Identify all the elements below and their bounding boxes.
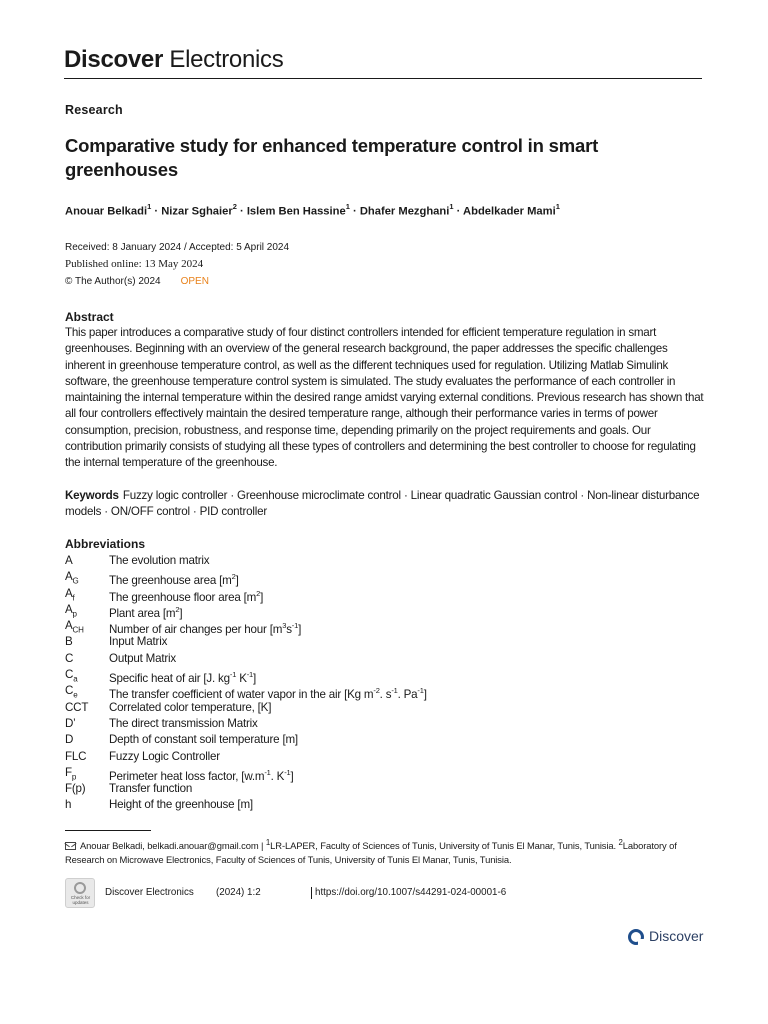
symbol-subscript: p bbox=[72, 609, 77, 619]
definition-text: Output Matrix bbox=[109, 651, 176, 665]
abbreviation-definition bbox=[109, 797, 253, 813]
definition-superscript: -1 bbox=[291, 621, 299, 631]
abbreviation-row bbox=[65, 797, 685, 813]
journal-title[interactable] bbox=[64, 46, 283, 74]
symbol-main: CCT bbox=[65, 700, 89, 714]
abbreviation-symbol bbox=[65, 781, 85, 797]
definition-text: Perimeter heat loss factor, [w.m bbox=[109, 769, 265, 783]
symbol-subscript: f bbox=[72, 592, 75, 602]
open-access-badge[interactable]: OPEN bbox=[180, 276, 209, 287]
definition-superscript: 2 bbox=[231, 572, 236, 582]
symbol-main: C bbox=[65, 651, 74, 665]
definition-text: ] bbox=[290, 769, 294, 783]
definition-text: Number of air changes per hour [m bbox=[109, 623, 283, 637]
affiliation-marker: 1 bbox=[147, 202, 152, 211]
definition-text: Specific heat of air [J. kg bbox=[109, 671, 230, 685]
definition-superscript: -1 bbox=[417, 686, 424, 696]
abbreviation-row bbox=[65, 651, 685, 667]
keywords-label: Keywords bbox=[65, 489, 119, 502]
definition-text: The direct transmission Matrix bbox=[109, 716, 258, 730]
journal-header bbox=[64, 44, 702, 79]
abbreviation-row bbox=[65, 553, 685, 569]
affiliation-marker: 1 bbox=[555, 202, 560, 211]
abbreviation-row bbox=[65, 683, 685, 702]
symbol-main: C bbox=[65, 684, 74, 698]
definition-text: Plant area [m bbox=[109, 606, 176, 620]
abbreviations-heading: Abbreviations bbox=[65, 537, 146, 551]
published-date: Published online: 13 May 2024 bbox=[65, 258, 204, 270]
article-title: Comparative study for enhanced temperature control in smart greenhouses bbox=[65, 135, 599, 180]
definition-text: . s bbox=[379, 688, 392, 702]
footer-citation: (2024) 1:2 bbox=[216, 887, 261, 898]
definition-text: K bbox=[236, 671, 247, 685]
article-type: Research bbox=[65, 103, 123, 117]
affiliation-footnote bbox=[65, 836, 705, 866]
symbol-main: B bbox=[65, 635, 73, 649]
definition-text: . K bbox=[270, 769, 285, 783]
abbreviation-row bbox=[65, 749, 685, 765]
keywords-text: Fuzzy logic controller · Greenhouse microclimate control · Linear quadratic Gaussian control · Non-linear disturbance models · ON/OFF control · PID controller bbox=[65, 489, 700, 519]
symbol-main: FLC bbox=[65, 749, 87, 763]
definition-text: The greenhouse floor area [m bbox=[109, 590, 257, 604]
symbol-main: A bbox=[65, 602, 73, 616]
definition-text: The transfer coefficient of water vapor in the air [Kg m bbox=[109, 688, 374, 702]
author-list: Anouar Belkadi$^1$ · Nizar Sghaier$^2$ · Islem Ben Hassine$^1$ · Dhafer Mezghani$^1$ · Abdelkader Mami$^1$ bbox=[65, 202, 560, 218]
check-for-updates-label: Check for updates bbox=[70, 895, 91, 905]
abbreviation-symbol bbox=[65, 797, 71, 813]
doi-link[interactable]: https://doi.org/10.1007/s44291-024-00001-6 bbox=[315, 887, 507, 898]
abbreviation-row bbox=[65, 765, 685, 781]
journal-title-rest: Electronics bbox=[169, 46, 284, 73]
received-accepted-dates: Received: 8 January 2024 / Accepted: 5 April 2024 bbox=[65, 242, 290, 253]
affiliation-1: LR-LAPER, Faculty of Sciences of Tunis, University of Tunis El Manar, Tunis, bbox=[270, 840, 582, 852]
definition-superscript: -2 bbox=[373, 686, 380, 696]
symbol-subscript: a bbox=[73, 674, 78, 684]
symbol-main: C bbox=[65, 668, 74, 682]
affiliation-marker: 1 bbox=[265, 838, 271, 847]
definition-superscript: 3 bbox=[282, 621, 287, 631]
symbol-subscript: p bbox=[71, 772, 77, 782]
definition-text: Depth of constant soil temperature [m] bbox=[109, 733, 298, 747]
definition-superscript: 2 bbox=[256, 588, 261, 598]
definition-text: ] bbox=[423, 688, 427, 702]
abstract-heading: Abstract bbox=[65, 310, 114, 324]
corresponding-email[interactable]: Anouar Belkadi, belkadi.anouar@gmail.com | bbox=[80, 840, 264, 852]
symbol-main: A bbox=[65, 586, 73, 600]
affiliation-2: Laboratory of Research on Microwave Electronics, Faculty of Sciences of Tunis, University of Tunis El Manar, Tunis, Tunisia. bbox=[65, 840, 677, 865]
abbreviation-row bbox=[65, 781, 685, 797]
copyright-text: © The Author(s) 2024 bbox=[65, 276, 161, 287]
symbol-main: D’ bbox=[65, 716, 76, 730]
symbol-main: A bbox=[65, 570, 73, 584]
abbreviation-definition bbox=[109, 781, 192, 797]
definition-text: ] bbox=[179, 606, 183, 620]
abbreviation-definition bbox=[109, 700, 271, 716]
definition-text: The evolution matrix bbox=[109, 554, 210, 567]
abbreviation-symbol bbox=[65, 732, 73, 748]
definition-text: Fuzzy Logic Controller bbox=[109, 749, 220, 763]
discover-logo-icon bbox=[628, 929, 644, 945]
abbreviation-row bbox=[65, 667, 685, 683]
affiliation-marker: 1 bbox=[345, 202, 350, 211]
check-ring-icon bbox=[74, 882, 86, 894]
abbreviation-symbol bbox=[65, 700, 88, 716]
definition-superscript: -1 bbox=[229, 670, 237, 680]
affiliation-marker: 2 bbox=[232, 202, 237, 211]
article-dates bbox=[65, 239, 289, 290]
definition-text: ] bbox=[260, 590, 264, 604]
abbreviation-definition bbox=[109, 732, 298, 748]
abbreviation-symbol bbox=[65, 634, 73, 650]
abbreviation-symbol bbox=[65, 749, 86, 765]
abbreviation-row bbox=[65, 634, 685, 650]
symbol-subscript: CH bbox=[72, 625, 84, 635]
author-name[interactable]: Dhafer Mezghani bbox=[359, 205, 450, 218]
definition-text: ] bbox=[298, 623, 302, 637]
author-name[interactable]: Anouar Belkadi bbox=[65, 205, 148, 218]
symbol-subscript: e bbox=[73, 690, 78, 700]
discover-logo-text: Discover bbox=[649, 928, 704, 944]
author-name[interactable]: Abdelkader Mami bbox=[463, 205, 556, 218]
author-name[interactable]: Islem Ben Hassine bbox=[246, 205, 346, 218]
abbreviation-row bbox=[65, 602, 685, 618]
abbreviation-symbol bbox=[65, 553, 73, 569]
abbreviation-definition bbox=[109, 651, 176, 667]
abbreviation-row bbox=[65, 569, 685, 588]
abbreviation-symbol bbox=[65, 716, 76, 732]
abbreviation-row bbox=[65, 586, 685, 602]
symbol-subscript: G bbox=[72, 576, 79, 586]
journal-title-bold: Discover bbox=[64, 46, 163, 73]
abbreviations-list bbox=[65, 553, 685, 814]
definition-text: Correlated color temperature, [K] bbox=[109, 700, 272, 714]
affiliation-marker: 2 bbox=[618, 838, 623, 847]
footer-separator bbox=[311, 887, 312, 899]
definition-superscript: 2 bbox=[175, 604, 180, 614]
symbol-main: F bbox=[65, 765, 72, 779]
definition-text: Transfer function bbox=[109, 782, 193, 796]
affiliation-1-country: Tunisia. bbox=[584, 840, 616, 852]
abbreviation-row bbox=[65, 716, 685, 732]
definition-text: ] bbox=[253, 671, 257, 685]
mail-icon[interactable] bbox=[65, 842, 76, 850]
footer-journal: Discover Electronics bbox=[105, 887, 194, 898]
abbreviation-definition bbox=[109, 553, 209, 569]
abbreviation-row bbox=[65, 732, 685, 748]
check-for-updates-icon[interactable] bbox=[65, 878, 95, 908]
author-name[interactable]: Nizar Sghaier bbox=[161, 205, 233, 218]
abbreviation-definition bbox=[109, 634, 167, 650]
symbol-main: h bbox=[65, 798, 72, 812]
abbreviation-symbol bbox=[65, 651, 73, 667]
symbol-main: A bbox=[65, 619, 73, 633]
definition-superscript: -1 bbox=[284, 767, 291, 777]
affiliation-marker: 1 bbox=[449, 202, 454, 211]
definition-superscript: -1 bbox=[391, 686, 398, 696]
abbreviation-definition bbox=[109, 716, 258, 732]
definition-superscript: -1 bbox=[264, 767, 271, 777]
footnote-divider bbox=[65, 830, 151, 831]
abbreviation-row bbox=[65, 618, 685, 637]
definition-superscript: -1 bbox=[246, 670, 254, 680]
symbol-main: D bbox=[65, 733, 74, 747]
abstract-text: This paper introduces a comparative study of four distinct controllers intended for efficient temperature regulation in smart greenhouses. Beginning with an overview of the general research background, the paper addresses the specific challenges inherent in greenhouse temperature control, as well as the different techniques used for regulation. Utilizing Matlab Simulink software, the greenhouse temperature control system is simulated. The study evaluates the performance of each controller in maintaining the internal temperature within the desired range amidst varying external conditions. Previous research has shown that all four controllers effectively maintain the desired temperature range, although their performance varies in terms of power consumption, precision, robustness, and response time, depending primarily on the project requirements and goals. Our contribution primarily consists of studying all these types of controllers and determining the best controller to choose for regulating the internal temperature of the greenhouse. bbox=[65, 326, 704, 470]
definition-text: Height of the greenhouse [m] bbox=[109, 798, 253, 812]
symbol-main: F(p) bbox=[65, 782, 86, 796]
definition-text: The greenhouse area [m bbox=[109, 574, 232, 588]
abbreviation-row bbox=[65, 700, 685, 716]
symbol-main: A bbox=[65, 554, 73, 567]
definition-text: Input Matrix bbox=[109, 635, 168, 649]
keywords bbox=[65, 488, 705, 521]
definition-text: s bbox=[286, 623, 292, 637]
abbreviation-definition bbox=[109, 749, 220, 765]
definition-text: ] bbox=[235, 574, 239, 588]
definition-text: . Pa bbox=[397, 688, 418, 702]
copyright-line bbox=[65, 273, 289, 290]
